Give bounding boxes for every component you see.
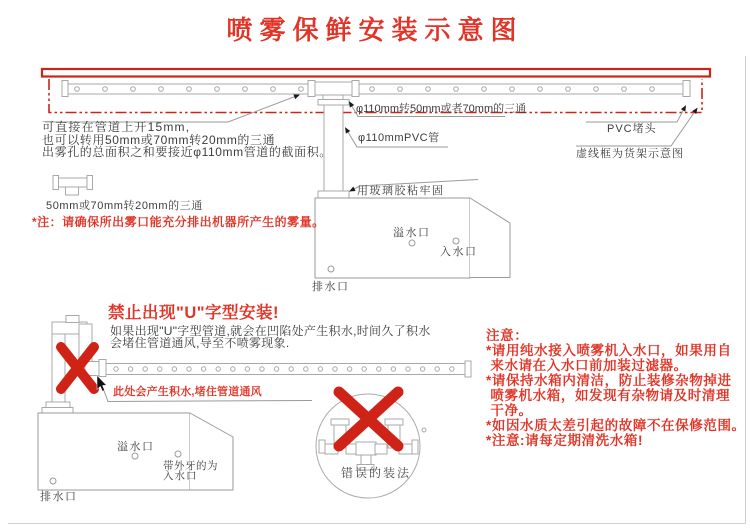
- pvc-plug-label: PVC堵头: [607, 123, 657, 135]
- notice-line: *请保持水箱内清洁，防止装修杂物掉进: [486, 373, 732, 388]
- inlet-port-label-bottom: 入水口: [163, 469, 198, 482]
- overflow-port-label-top: 溢水口: [393, 227, 431, 239]
- tee-fitting-icon: [53, 176, 93, 196]
- overflow-port-label-bottom: 溢水口: [117, 441, 155, 453]
- tee-caption: 50mm或70mm转20mm的三通: [46, 200, 203, 212]
- instruction-line-3: 出雾孔的总面积之和要接近φ110mm管道的截面积。: [42, 145, 332, 159]
- wrong-install-caption: 错误的装法: [341, 466, 412, 480]
- instruction-line-2: 也可以转用50mm或70mm转20mm的三通: [42, 132, 276, 147]
- notice-block: [486, 328, 748, 448]
- shelf-note-label: 虚线框为货架示意图: [576, 148, 684, 160]
- ceiling-bar: [42, 69, 710, 77]
- pvc-pipe-label: φ110mmPVC管: [358, 132, 440, 144]
- instruction-line-1: 可直接在管道上开15mm,: [42, 120, 191, 134]
- notice-line: *注意:请每定期清洗水箱!: [486, 433, 644, 448]
- outer-thread-label: 带外牙的为: [163, 459, 218, 472]
- notice-line: 注意：: [486, 328, 529, 343]
- notice-line: 来水请在入水口前加装过滤器。: [486, 358, 688, 373]
- drain-port-label-bottom: 排水口: [40, 491, 78, 503]
- forbidden-body-1: 如果出现"U"字型管道,就会在凹陷处产生积水,时间久了积水: [110, 323, 431, 338]
- glue-label: 用玻璃胶粘牢固: [357, 185, 445, 197]
- inlet-port-label-top: 入水口: [440, 246, 478, 258]
- tee-reducer-label: φ110mm转50mm或者70mm的三通: [356, 103, 527, 115]
- mist-output-note: *注：请确保所出雾口能充分排出机器所产生的雾量。: [32, 215, 325, 229]
- notice-line: *请用纯水接入喷雾机入水口，如果用自: [486, 343, 732, 358]
- trap-note: 此处会产生积水,堵住管道通风: [113, 386, 262, 398]
- wrong-install-circle: [316, 392, 426, 498]
- drain-port-label-top: 排水口: [312, 281, 350, 293]
- notice-line: 喷雾机水箱，如发现有杂物请及时清理: [486, 388, 731, 403]
- forbidden-body-2: 会堵住管道通风,导至不喷雾现象.: [110, 336, 290, 350]
- notice-line: 干净。: [486, 403, 533, 418]
- page-title: 喷雾保鲜安装示意图: [226, 15, 524, 45]
- notice-line: *如因水质太差引起的故障不在保修范围。: [486, 418, 746, 433]
- forbidden-heading: 禁止出现"U"字型安装!: [108, 304, 280, 322]
